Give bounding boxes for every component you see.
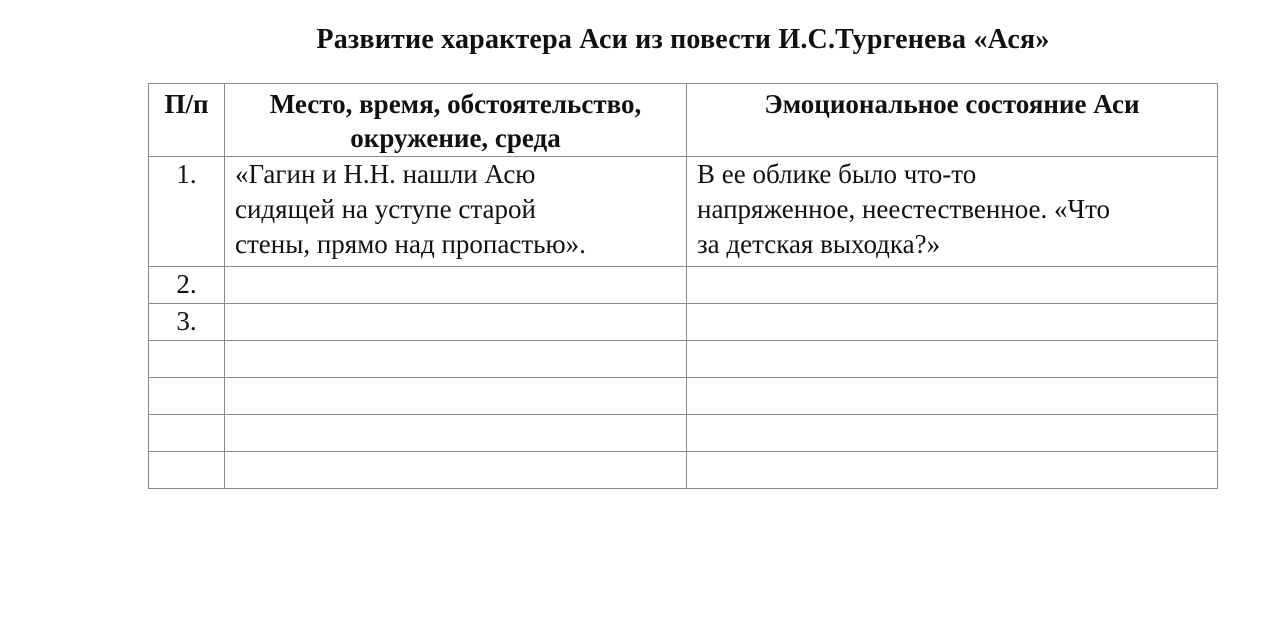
table-header-row xyxy=(149,84,1218,157)
row-number: 3. xyxy=(149,304,225,341)
row-number xyxy=(149,378,225,415)
place-cell xyxy=(225,415,687,452)
place-cell xyxy=(225,304,687,341)
row-number: 1. xyxy=(149,157,225,267)
header-emotional-state: Эмоциональное состояние Аси xyxy=(687,84,1218,157)
place-cell xyxy=(225,452,687,489)
emotion-cell xyxy=(687,267,1218,304)
table-row xyxy=(149,304,1218,341)
emotion-cell xyxy=(687,378,1218,415)
emotion-cell xyxy=(687,304,1218,341)
place-cell xyxy=(225,341,687,378)
table-row xyxy=(149,267,1218,304)
document-title: Развитие характера Аси из повести И.С.Тургенева «Ася» xyxy=(316,24,1050,55)
emotion-cell xyxy=(687,452,1218,489)
place-cell xyxy=(225,267,687,304)
table-row xyxy=(149,415,1218,452)
emotion-cell xyxy=(687,341,1218,378)
header-number: П/п xyxy=(149,84,225,157)
place-cell: «Гагин и Н.Н. нашли Асю сидящей на уступе старой стены, прямо над пропастью». xyxy=(225,157,687,267)
asya-character-table xyxy=(148,83,1218,489)
row-number xyxy=(149,452,225,489)
table-row xyxy=(149,341,1218,378)
emotion-cell xyxy=(687,415,1218,452)
table-row xyxy=(149,378,1218,415)
row-number xyxy=(149,415,225,452)
row-number: 2. xyxy=(149,267,225,304)
table-row xyxy=(149,157,1218,267)
header-place-time: Место, время, обстоятельство, окружение, среда xyxy=(225,84,687,157)
emotion-cell: В ее облике было что-то напряженное, неестественное. «Что за детская выходка?» xyxy=(687,157,1218,267)
row-number xyxy=(149,341,225,378)
place-cell xyxy=(225,378,687,415)
table-row xyxy=(149,452,1218,489)
